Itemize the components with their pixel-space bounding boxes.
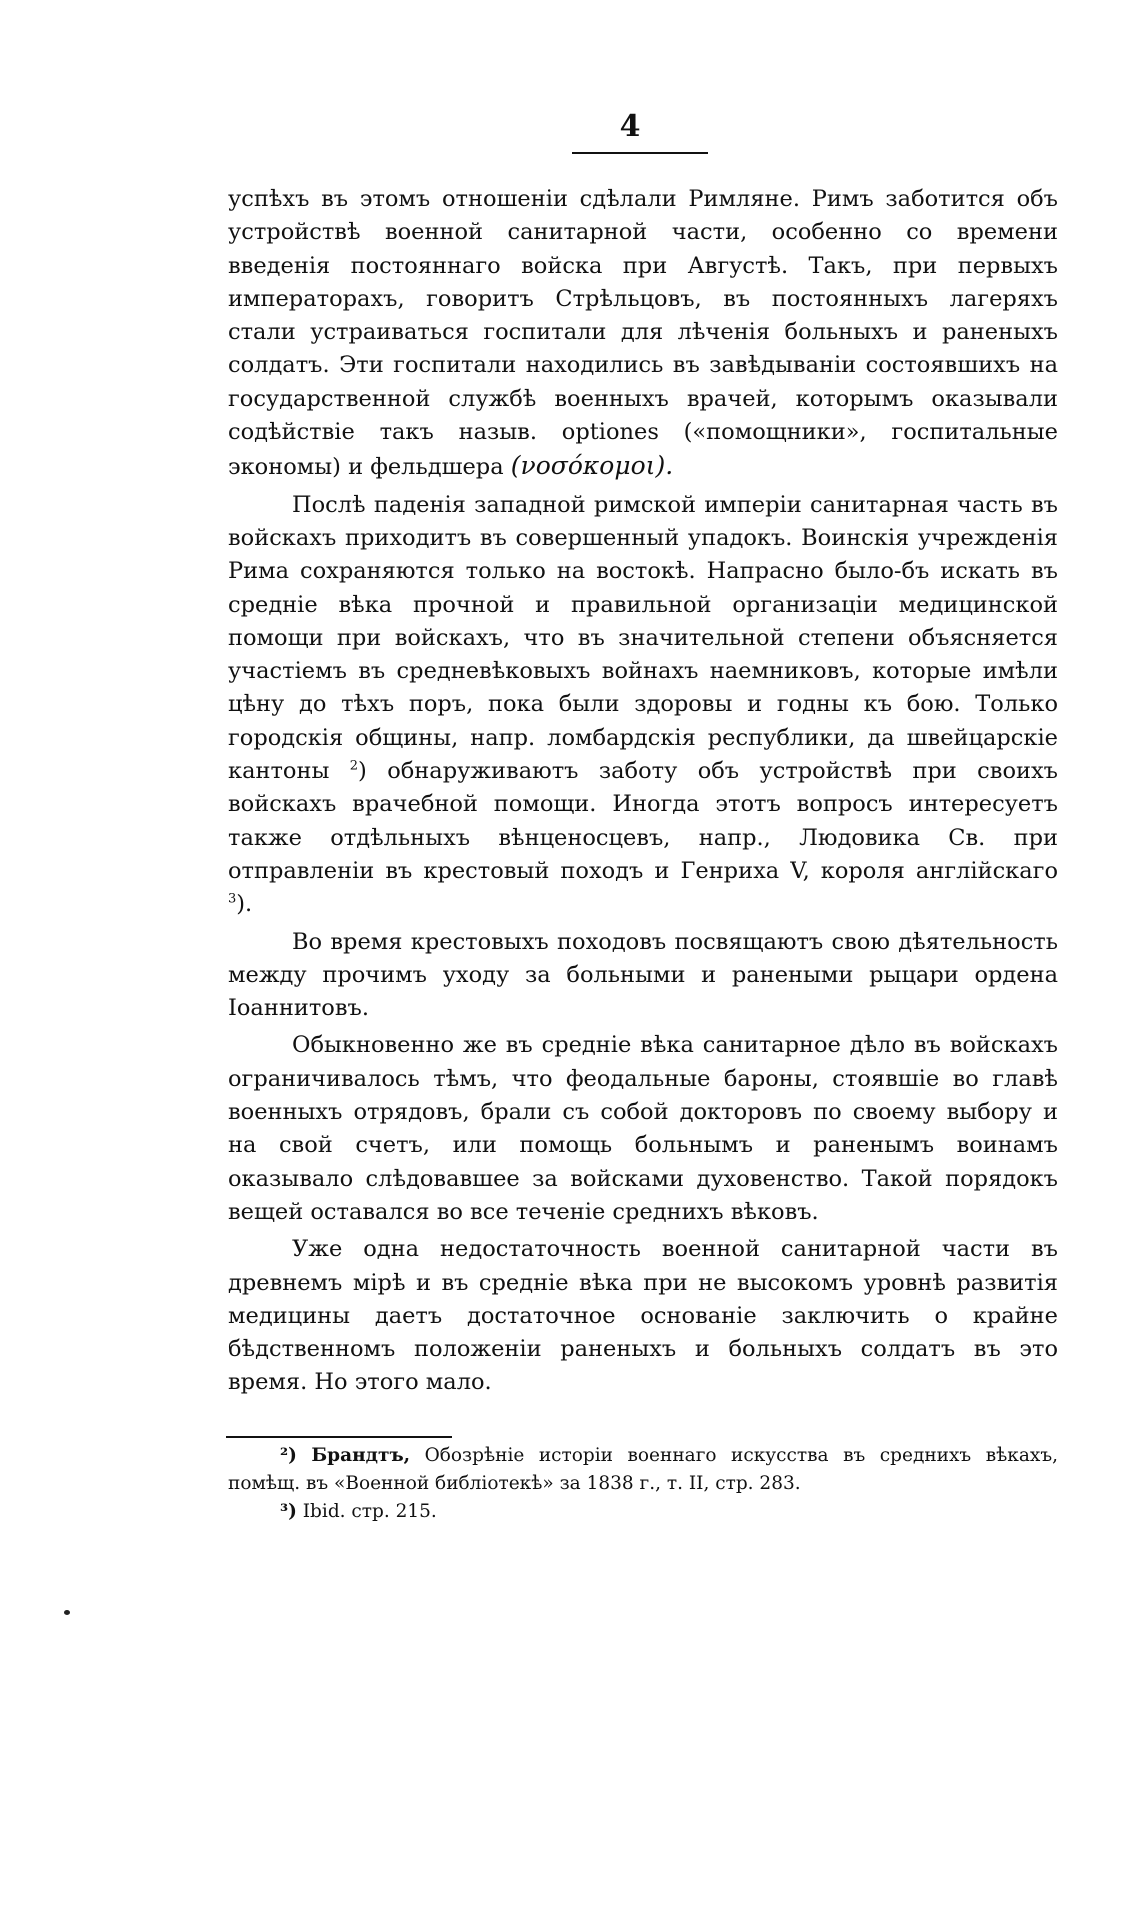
paragraph-3-text: Во время крестовыхъ походовъ посвящаютъ свою дѣятельность между прочимъ уходу за больными и ранеными рыцари ордена Іоаннитовъ. <box>228 928 1058 1022</box>
footnote-rule <box>226 1436 452 1438</box>
page-number: 4 <box>619 109 641 144</box>
footnote-3-text: Ibid. стр. 215. <box>302 1501 437 1522</box>
paragraph-1 <box>228 183 1058 485</box>
paragraph-2-text-b: ) обнаруживаютъ заботу объ устройствѣ при своихъ войскахъ врачебной помощи. Иногда этотъ вопросъ интересуетъ также отдѣльныхъ вѣнценосцевъ, напр., Людовика Св. при отправленіи въ крестовый походъ и Генриха V, короля англійскаго <box>228 758 1058 884</box>
footnote-2 <box>228 1442 1058 1498</box>
paragraph-4 <box>228 1029 1058 1229</box>
paragraph-2-text-a: Послѣ паденія западной римской имперіи санитарная часть въ войскахъ приходитъ въ совершенный упадокъ. Воинскія учрежденія Рима сохраняются только на востокѣ. Напрасно было-бъ искать въ средніе вѣка прочной и правильной организаціи медицинской помощи при войскахъ, что въ значительной степени объясняется участіемъ въ средневѣковыхъ войнахъ наемниковъ, которые имѣли цѣну до тѣхъ поръ, пока были здоровы и годны къ бою. Только городскія общины, напр. ломбардскія республики, да швейцарскіе кантоны <box>228 491 1058 785</box>
page-number-rule <box>572 152 708 154</box>
paragraph-5 <box>228 1233 1058 1399</box>
paragraph-2-text-c: ). <box>236 891 253 918</box>
paragraph-2 <box>228 489 1058 922</box>
footnote-2-marker: ²) <box>280 1445 297 1466</box>
footnote-ref-3: 3 <box>228 891 237 907</box>
footnotes <box>228 1442 1058 1526</box>
footnote-ref-2: 2 <box>349 758 359 774</box>
body-text <box>228 183 1058 1400</box>
paragraph-4-text: Обыкновенно же въ средніе вѣка санитарное дѣло въ войскахъ ограничивалось тѣмъ, что феодальные бароны, стоявшіе во главѣ военныхъ отрядовъ, брали съ собой докторовъ по своему выбору и на свой счетъ, или помощь больнымъ и раненымъ воинамъ оказывало слѣдовавшее за войсками духовенство. Такой порядокъ вещей оставался во все теченіе среднихъ вѣковъ. <box>228 1032 1058 1225</box>
greek-term: (νοσόκομοι). <box>510 451 674 481</box>
stray-ink-mark <box>64 1610 70 1615</box>
footnote-3 <box>228 1498 1058 1526</box>
paragraph-1-text: успѣхъ въ этомъ отношеніи сдѣлали Римляне. Римъ заботится объ устройствѣ военной санитарной части, особенно со времени введенія постояннаго войска при Августѣ. Такъ, при первыхъ императорахъ, говоритъ Стрѣльцовъ, въ постоянныхъ лагеряхъ стали устраиваться госпитали для лѣченія больныхъ и раненыхъ солдатъ. Эти госпитали находились въ завѣдываніи состоявшихъ на государственной службѣ военныхъ врачей, которымъ оказывали содѣйствіе такъ назыв. optiones («помощники», госпитальные экономы) и фельдшера <box>228 186 1058 481</box>
footnote-2-text: Обозрѣніе исторіи военнаго искусства въ среднихъ вѣкахъ, помѣщ. въ «Военной библіотекѣ» за 1838 г., т. II, стр. 283. <box>228 1445 1058 1494</box>
paragraph-5-text: Уже одна недостаточность военной санитарной части въ древнемъ мірѣ и въ средніе вѣка при не высокомъ уровнѣ развитія медицины даетъ достаточное основаніе заключить о крайне бѣдственномъ положеніи раненыхъ и больныхъ солдатъ въ это время. Но этого мало. <box>228 1236 1058 1396</box>
footnote-3-marker: ³) <box>280 1501 297 1522</box>
paragraph-3 <box>228 926 1058 1026</box>
footnote-2-author: Брандтъ, <box>311 1445 411 1466</box>
